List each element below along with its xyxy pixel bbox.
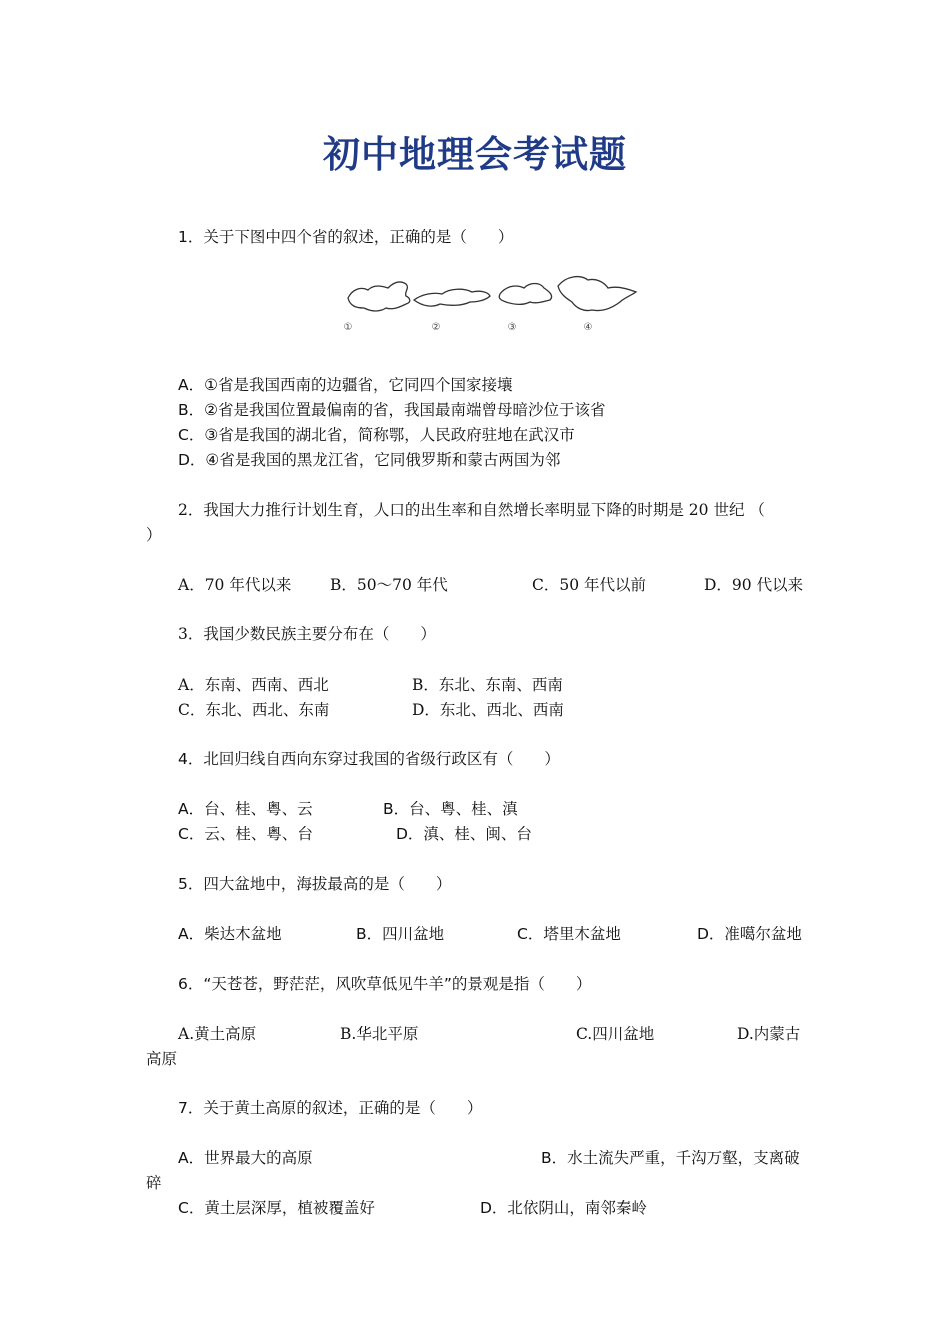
question-6-option-c: C.四川盆地 <box>576 1025 655 1043</box>
figure-label-4: ④ <box>583 322 593 333</box>
province-2-outline <box>414 289 490 306</box>
question-5-stem: 5．四大盆地中，海拔最高的是（ ） <box>178 875 452 893</box>
question-2-option-b: B．50～70 年代 <box>330 576 448 594</box>
question-4-stem: 4．北回归线自西向东穿过我国的省级行政区有（ ） <box>178 750 560 768</box>
question-6-stem: 6．“天苍苍，野茫茫，风吹草低见牛羊”的景观是指（ ） <box>178 975 592 993</box>
province-4-outline <box>558 277 636 311</box>
question-7-stem: 7．关于黄土高原的叙述，正确的是（ ） <box>178 1099 483 1117</box>
question-6-option-d: D.内蒙古 <box>737 1025 801 1043</box>
question-2-option-c: C．50 年代以前 <box>532 576 647 594</box>
question-6-option-b: B.华北平原 <box>340 1025 419 1043</box>
question-5-option-b: B．四川盆地 <box>356 925 445 943</box>
question-1-option-c: C．③省是我国的湖北省，简称鄂，人民政府驻地在武汉市 <box>178 426 575 444</box>
province-3-outline <box>499 284 551 305</box>
question-5-option-d: D．准噶尔盆地 <box>697 925 802 943</box>
figure-label-3: ③ <box>507 322 517 333</box>
figure-label-2: ② <box>431 322 441 333</box>
question-1-option-d: D．④省是我国的黑龙江省，它同俄罗斯和蒙古两国为邻 <box>178 451 561 469</box>
province-outline-figure <box>340 268 640 340</box>
question-2-option-d: D．90 代以来 <box>704 576 804 594</box>
question-5-option-a: A．柴达木盆地 <box>178 925 282 943</box>
question-3-option-d: D．东北、西北、西南 <box>412 701 564 719</box>
figure-label-1: ① <box>343 322 353 333</box>
question-1-option-a: A．①省是我国西南的边疆省，它同四个国家接壤 <box>178 376 513 394</box>
question-3-option-b: B．东北、东南、西南 <box>412 676 563 694</box>
question-3-option-c: C．东北、西北、东南 <box>178 701 330 719</box>
question-4-option-a: A．台、桂、粤、云 <box>178 800 313 818</box>
province-1-outline <box>348 282 410 311</box>
question-4-option-c: C．云、桂、粤、台 <box>178 825 313 843</box>
question-2-option-a: A．70 年代以来 <box>178 576 292 594</box>
question-5-option-c: C．塔里木盆地 <box>517 925 621 943</box>
question-7-option-b: B．水土流失严重，千沟万壑，支离破 <box>541 1149 800 1167</box>
question-3-stem: 3．我国少数民族主要分布在（ ） <box>178 625 436 643</box>
question-7-option-b-wrap: 碎 <box>146 1174 162 1192</box>
question-1-option-b: B．②省是我国位置最偏南的省，我国最南端曾母暗沙位于该省 <box>178 401 606 419</box>
question-7-option-a: A．世界最大的高原 <box>178 1149 313 1167</box>
question-4-option-d: D．滇、桂、闽、台 <box>396 825 532 843</box>
question-4-option-b: B．台、粤、桂、滇 <box>383 800 518 818</box>
question-3-option-a: A．东南、西南、西北 <box>178 676 329 694</box>
question-2-stem: 2．我国大力推行计划生育，人口的出生率和自然增长率明显下降的时期是 20 世纪 （ <box>178 501 765 519</box>
question-7-option-d: D．北依阴山，南邻秦岭 <box>480 1199 647 1217</box>
question-6-option-d-wrap: 高原 <box>146 1050 178 1068</box>
question-2-stem-wrap: ） <box>146 526 162 544</box>
page-title: 初中地理会考试题 <box>323 132 627 176</box>
question-6-option-a: A.黄土高原 <box>178 1025 257 1043</box>
question-1-stem: 1．关于下图中四个省的叙述，正确的是（ ） <box>178 228 514 246</box>
question-7-option-c: C．黄土层深厚，植被覆盖好 <box>178 1199 375 1217</box>
